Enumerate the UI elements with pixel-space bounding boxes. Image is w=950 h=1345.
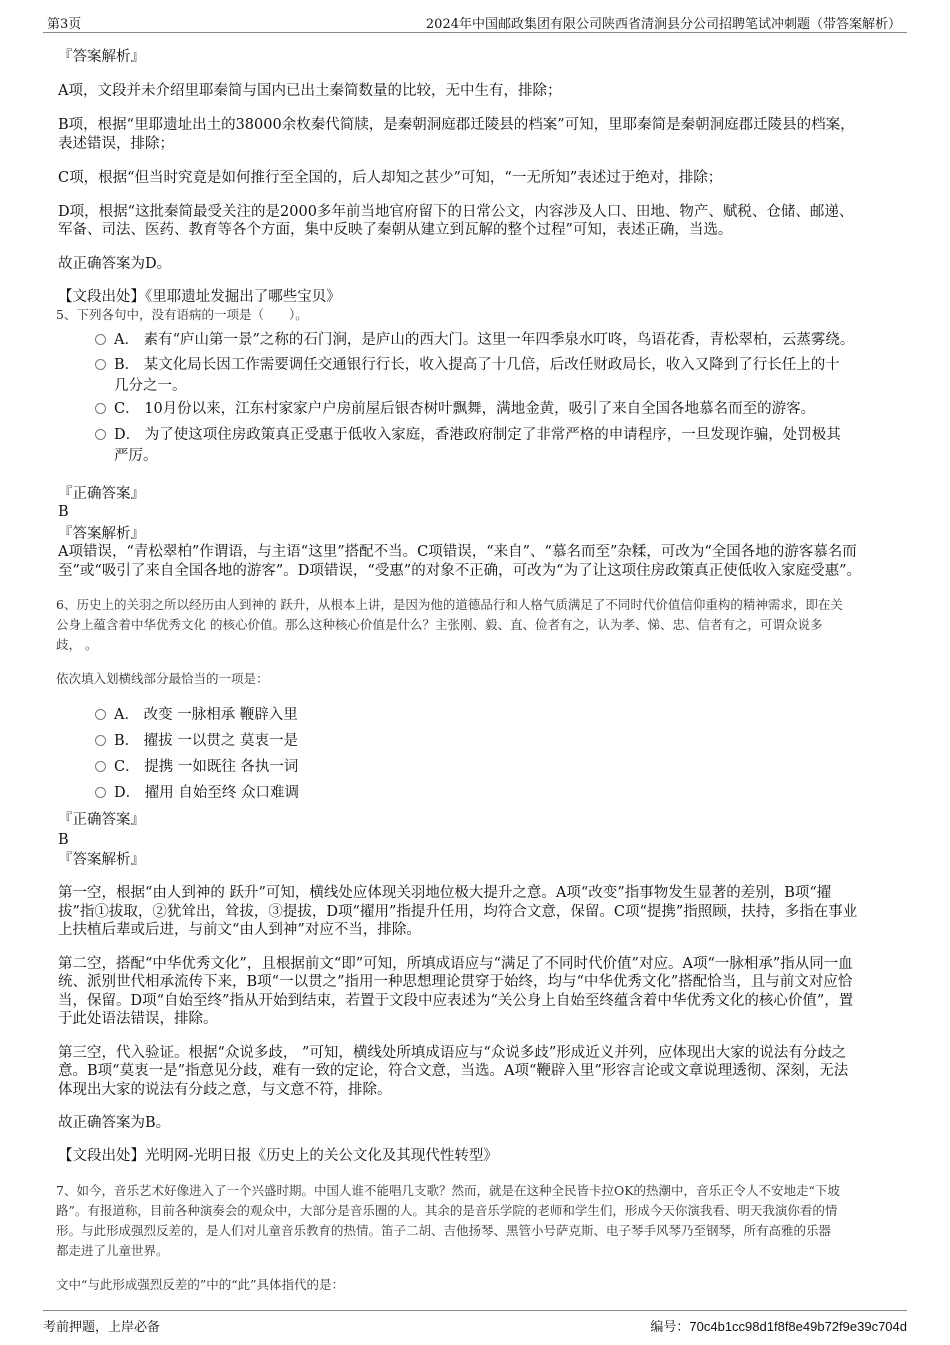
page-footer [43,1310,907,1337]
q7-stem-line1: 7、如今，音乐艺术好像进入了一个兴盛时期。中国人谁不能唱几支歌？然而，就是在这种全民皆卡拉OK的热潮中，音乐正令人不安地走“下坡 [56,1183,840,1198]
q6-para1-line1: 第一空，根据“由人到神的 跃升”可知，横线处应体现关羽地位极大提升之意。A项“改变”指事物发生显著的差别，B项“擢 [58,885,832,901]
q6-answer: B [58,832,69,848]
q6-para2-line1: 第二空，搭配“中华优秀文化”，且根据前文“即”可知，所填成语应与“满足了不同时代价值”对应。A项“一脉相承”指从同一血 [58,956,853,972]
q6-prompt: 依次填入划横线部分最恰当的一项是： [56,671,269,686]
q6-conclusion: 故正确答案为B。 [58,1115,171,1131]
option-letter: D． [114,785,141,801]
q5-stem: 5、下列各句中，没有语病的一项是（ ）。 [56,307,308,322]
q5-analysis-label: 『答案解析』 [58,526,145,542]
q6-para2-line2: 统、派别世代相承流传下来，B项“一以贯之”指用一种思想理论贯穿于始终，均与“中华优秀文化”搭配恰当，且与前文对应恰 [58,974,853,990]
q4-source: 【文段出处】《里耶遗址发掘出了哪些宝贝》 [58,289,341,305]
q5-option-a[interactable] [95,330,895,351]
q6-source: 【文段出处】光明网-光明日报《历史上的关公文化及其现代性转型》 [58,1148,498,1164]
option-letter: C． [114,759,140,775]
q5-analysis-line1: A项错误，“青松翠柏”作谓语，与主语“这里”搭配不当。C项错误，“来自”、“慕名而至”杂糅，可改为“全国各地的游客慕名而 [58,544,857,560]
radio-icon[interactable] [95,429,106,440]
q6-stem-line1: 6、历史上的关羽之所以经历由人到神的 跃升，从根本上讲，是因为他的道德品行和人格气质满足了不同时代价值信仰重构的精神需求，即在关 [56,597,843,612]
q6-option-d[interactable] [95,783,895,804]
page-number: 第3页 [47,17,82,32]
radio-icon[interactable] [95,334,106,345]
radio-icon[interactable] [95,359,106,370]
q4-analysis-label: 『答案解析』 [58,49,145,65]
q4-item-d-line2: 军备、司法、医药、教育等各个方面，集中反映了秦朝从建立到瓦解的整个过程”可知，表述正确，当选。 [58,222,733,238]
document-id: 编号：70c4b1cc98d1f8f8e49b72f9e39c704d [650,1319,907,1334]
q4-conclusion: 故正确答案为D。 [58,256,172,272]
radio-icon[interactable] [95,709,106,720]
q6-stem-line3: 歧， 。 [56,637,98,652]
q4-item-c: C项，根据“但当时究竟是如何推行至全国的，后人却知之甚少”可知，“一无所知”表述过于绝对，排除； [58,170,723,186]
q7-stem-line3: 形。与此形成强烈反差的，是人们对儿童音乐教育的热情。笛子二胡、吉他扬琴、黑管小号萨克斯、电子琴手风琴乃至钢琴，所有高雅的乐器 [56,1223,832,1238]
radio-icon[interactable] [95,735,106,746]
q5-option-d[interactable] [95,425,895,446]
q4-item-b-line2: 表述错误，排除； [58,136,174,152]
q7-stem-line2: 路”。有报道称，目前各种演奏会的观众中，大部分是音乐圈的人。其余的是音乐学院的老师和学生们，形成今天你演我看、明天我演你看的情 [56,1203,838,1218]
q6-answer-label: 『正确答案』 [58,812,145,828]
q7-stem-line4: 都走进了儿童世界。 [56,1243,169,1258]
q5-option-c[interactable] [95,399,895,420]
option-text: 10月份以来，江东村家家户户房前屋后银杏树叶飘舞，满地金黄，吸引了来自全国各地慕名而至的游客。 [144,401,816,417]
q6-para1-line2: 拔”指①拔取，②犹耸出，耸拔，③提拔，D项“擢用”指提升任用，均符合文意，保留。C项“提携”指照顾，扶持，多指在事业 [58,904,858,920]
option-letter: A． [114,332,139,348]
page-header [43,10,907,33]
q5-analysis-line2: 至”或“吸引了来自全国各地的游客”。D项错误，“受惠”的对象不正确，可改为“为了让这项住房政策真正使低收入家庭受惠”。 [58,563,862,579]
q4-item-a: A项，文段并未介绍里耶秦简与国内已出土秦简数量的比较，无中生有，排除； [58,83,562,99]
q5-answer: B [58,504,69,520]
q6-para1-line3: 上扶植后辈或后进，与前文“由人到神”对应不当，排除。 [58,922,421,938]
q6-para2-line3: 当，保留。D项“自始至终”指从开始到结束，若置于文段中应表述为“关公身上自始至终蕴含着中华优秀文化的核心价值”，置 [58,993,854,1009]
radio-icon[interactable] [95,787,106,798]
q6-para2-line4: 于此处语法错误，排除。 [58,1011,218,1027]
q6-option-a[interactable] [95,705,895,726]
q4-item-b-line1: B项，根据“里耶遗址出土的38000余枚秦代简牍，是秦朝洞庭郡迁陵县的档案”可知，里耶秦简是秦朝洞庭郡迁陵县的档案， [58,117,855,133]
option-letter: D． [114,427,141,443]
option-text: 某文化局长因工作需要调任交通银行行长，收入提高了十几倍，后改任财政局长，收入又降到了行长任上的十 [143,357,840,373]
option-text: 素有“庐山第一景”之称的石门涧，是庐山的西大门。这里一年四季泉水叮咚，鸟语花香，青松翠柏，云蒸雾绕。 [143,332,855,348]
option-letter: A． [114,707,139,723]
q5-answer-label: 『正确答案』 [58,486,145,502]
q5-option-b-cont: 几分之一。 [114,378,187,394]
q6-stem-line2: 公身上蕴含着中华优秀文化 的核心价值。那么这种核心价值是什么？主张刚、毅、直、俭者有之，认为孝、悌、忠、信者有之，可谓众说多 [56,617,823,632]
q6-para3-line2: 意。B项“莫衷一是”指意见分歧，难有一致的定论，符合文意，当选。A项“鞭辟入里”形容言论或文章说理透彻、深刻，无法 [58,1063,849,1079]
option-letter: B． [114,733,140,749]
option-text: 为了使这项住房政策真正受惠于低收入家庭，香港政府制定了非常严格的申请程序，一旦发现诈骗，处罚极其 [144,427,841,443]
radio-icon[interactable] [95,403,106,414]
option-text: 擢用 自始至终 众口难调 [144,785,299,801]
option-letter: B． [114,357,140,373]
option-text: 擢拔 一以贯之 莫衷一是 [143,733,298,749]
q5-option-d-cont: 严厉。 [114,448,158,464]
q7-prompt: 文中“与此形成强烈反差的”中的“此”具体指代的是： [56,1277,345,1292]
option-text: 改变 一脉相承 鞭辟入里 [143,707,298,723]
radio-icon[interactable] [95,761,106,772]
q6-analysis-label: 『答案解析』 [58,852,145,868]
q6-option-c[interactable] [95,757,895,778]
q5-option-b[interactable] [95,355,895,376]
q6-option-b[interactable] [95,731,895,752]
q6-para3-line1: 第三空，代入验证。根据“众说多歧， ”可知，横线处所填成语应与“众说多歧”形成近义并列，应体现出大家的说法有分歧之 [58,1045,847,1061]
footer-slogan: 考前押题，上岸必备 [43,1320,161,1335]
option-text: 提携 一如既往 各执一词 [144,759,299,775]
q6-para3-line3: 体现出大家的说法有分歧之意，与文意不符，排除。 [58,1082,392,1098]
option-letter: C． [114,401,140,417]
document-title: 2024年中国邮政集团有限公司陕西省清涧县分公司招聘笔试冲刺题（带答案解析） [425,17,901,32]
q4-item-d-line1: D项，根据“这批秦简最受关注的是2000多年前当地官府留下的日常公文，内容涉及人口、田地、物产、赋税、仓储、邮递、 [58,204,854,220]
